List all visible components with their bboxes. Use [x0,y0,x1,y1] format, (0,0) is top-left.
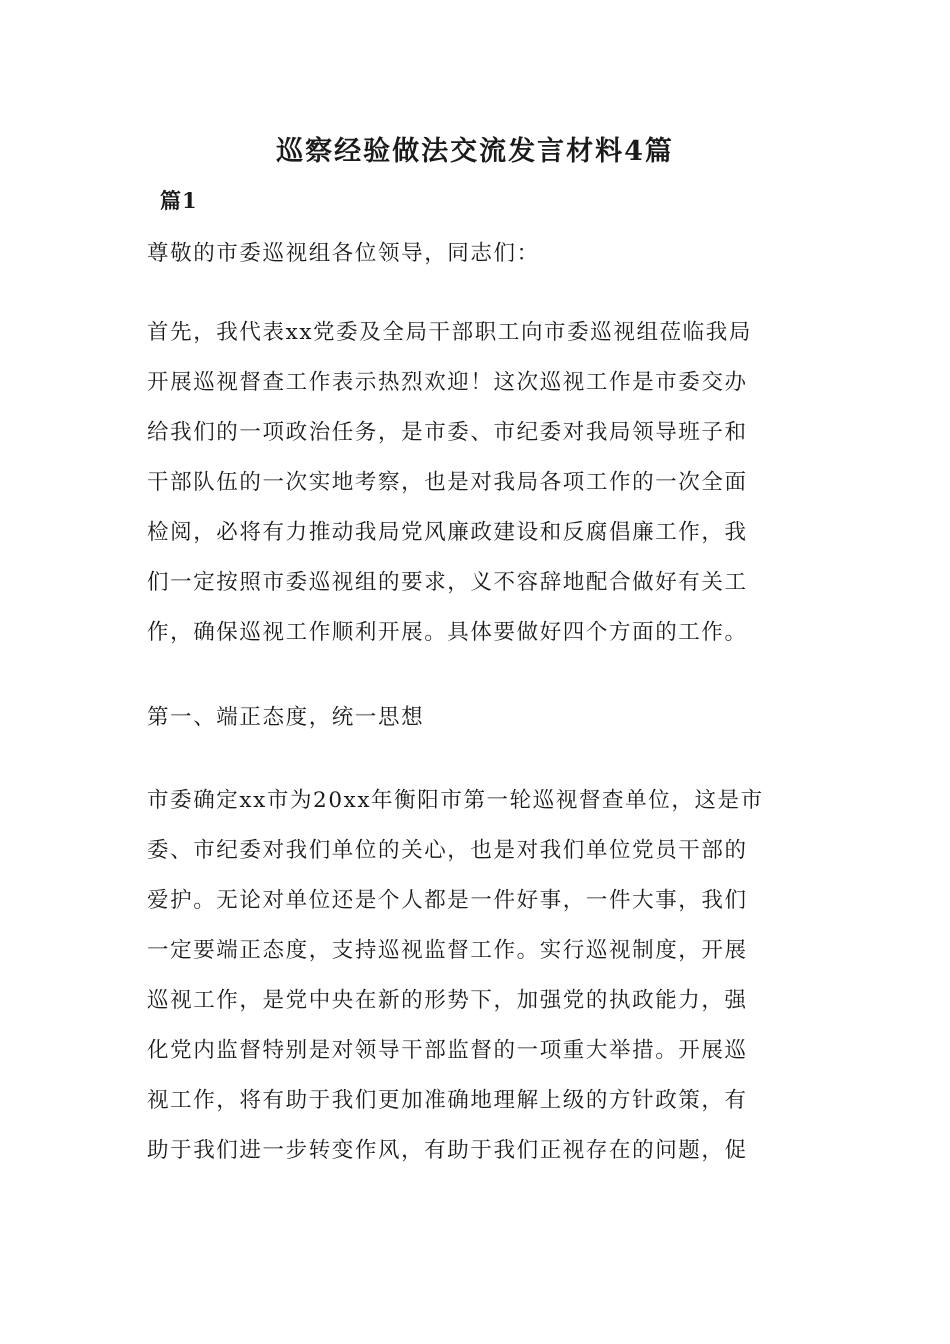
paragraph-line: 给我们的一项政治任务，是市委、市纪委对我局领导班子和 [147,420,748,445]
paragraph-line: 检阅，必将有力推动我局党风廉政建设和反腐倡廉工作，我 [147,520,748,545]
paragraph-line: 市委确定xx市为20xx年衡阳市第一轮巡视督查单位，这是市 [147,788,764,813]
salutation-line: 尊敬的市委巡视组各位领导，同志们： [147,241,540,266]
paragraph-line: 开展巡视督查工作表示热烈欢迎！这次巡视工作是市委交办 [147,370,748,395]
document-title: 巡察经验做法交流发言材料4篇 [276,136,674,167]
paragraph-line: 委、市纪委对我们单位的关心，也是对我们单位党员干部的 [147,838,748,863]
paragraph-line: 助于我们进一步转变作风，有助于我们正视存在的问题，促 [147,1138,748,1163]
paragraph-line: 一定要端正态度，支持巡视监督工作。实行巡视制度，开展 [147,938,748,963]
paragraph-line: 化党内监督特别是对领导干部监督的一项重大举措。开展巡 [147,1038,748,1063]
section-label: 篇1 [160,188,198,213]
paragraph-line: 爱护。无论对单位还是个人都是一件好事，一件大事，我们 [147,888,748,913]
salutation [147,229,807,279]
paragraph-2 [147,776,807,1176]
paragraph-line: 视工作，将有助于我们更加准确地理解上级的方针政策，有 [147,1088,748,1113]
subheading-line: 第一、端正态度，统一思想 [147,705,425,730]
subheading-1 [147,693,807,743]
paragraph-line: 巡视工作，是党中央在新的形势下，加强党的执政能力，强 [147,988,748,1013]
paragraph-line: 作，确保巡视工作顺利开展。具体要做好四个方面的工作。 [147,620,748,645]
paragraph-line: 首先，我代表xx党委及全局干部职工向市委巡视组莅临我局 [147,320,752,345]
paragraph-1 [147,308,807,658]
paragraph-line: 们一定按照市委巡视组的要求，义不容辞地配合做好有关工 [147,570,748,595]
paragraph-line: 干部队伍的一次实地考察，也是对我局各项工作的一次全面 [147,470,748,495]
